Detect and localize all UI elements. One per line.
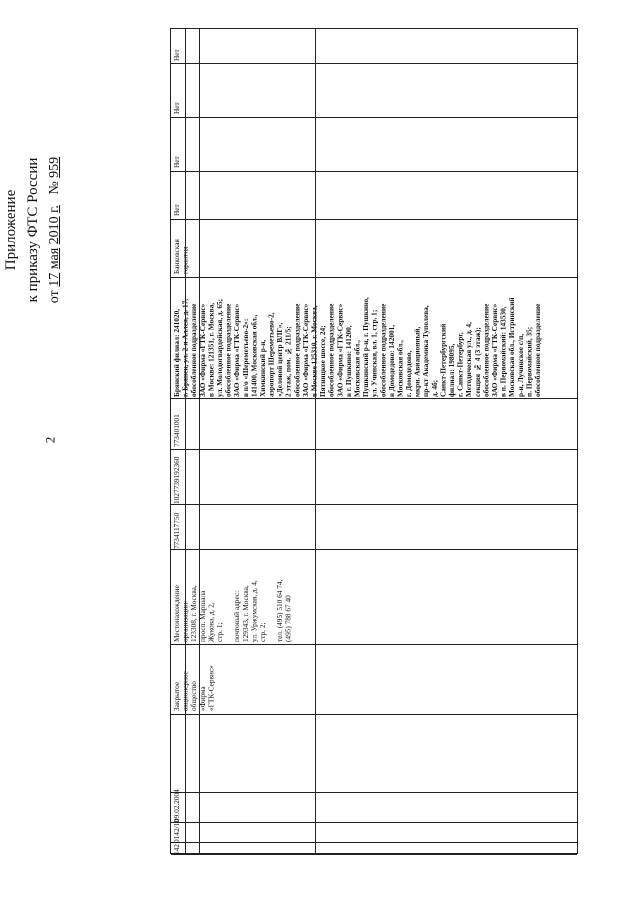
row-line-3 bbox=[315, 29, 316, 853]
cell-reg-number: 0142/10 bbox=[172, 819, 181, 843]
col-gdzh-a bbox=[171, 172, 577, 220]
cell-col-b: Нет bbox=[172, 156, 181, 168]
col-address bbox=[171, 550, 577, 645]
cell-date: 09.02.2004 bbox=[172, 789, 181, 822]
order-year-suffix: г. bbox=[47, 205, 62, 213]
col-index bbox=[171, 843, 577, 855]
order-day: 17 bbox=[47, 272, 62, 287]
order-no-label: № bbox=[47, 181, 62, 195]
col-reg-number bbox=[171, 819, 577, 843]
cell-org-name: Закрытое акционерное общество «Фирма «ГТК-Сервис» bbox=[172, 665, 216, 711]
col-branches bbox=[171, 278, 577, 399]
order-no: 959 bbox=[47, 156, 62, 178]
col-kpp bbox=[171, 399, 577, 450]
cell-kpp: 773401001 bbox=[172, 414, 181, 447]
cell-guarantee: Банковская гарантия bbox=[172, 239, 190, 274]
col-gdzh-b bbox=[171, 118, 577, 172]
row-line-1 bbox=[185, 29, 186, 853]
order-header bbox=[0, 20, 160, 440]
cell-col-a: Нет bbox=[172, 204, 181, 216]
header-title: Приложение bbox=[3, 189, 19, 271]
cell-inn: 7734117750 bbox=[172, 512, 181, 549]
registry-table bbox=[170, 28, 578, 854]
cell-col-c: Нет bbox=[172, 102, 181, 114]
col-date bbox=[171, 789, 577, 823]
cell-ogrn: 1027739192360 bbox=[172, 456, 181, 504]
cell-branches: Брянский филиал: 241020, г. Брянск, ул. 2-я Аллея, д. 17, обособленное подразделение ЗАО «Фирма «ГТК-Сервис» в Москве: 121351, г. Москва, ул. Молодогвардейская, д. 65; обособленное подразделение ЗАО «Фирма «ГТК-Сервис» в п/о «Шереметьево-2»: 141400, Московская обл., Химкинский р-н, аэропорт Шереметьево-2, «Деловой центр ВЛГ», 2 этаж, пом. № 211/5; обособленное подразделение ЗАО «Фирма «ГТК-Сервис» в Москве 125310, г. Москва, Пятницкое шоссе, 24; обособленное подразделение ЗАО «Фирма «ГТК-Сервис» в г. Пушкино: 141200, Московская обл., Пушкинский р-н, г. Пушкино, ул. Учинская, вл. 1, стр. 1; обособленное подразделение в Домодедово: 142001, Московская обл., г. Домодедово, мкрн. Авиационный, пр-кт Академика Туполева, д. 4б; Санкт-Петербургский филиал: 198095, г. Санкт-Петербург, Методическая ул., д. 4, секция № 4 (3 этаж); обособленное подразделение ЗАО «Фирма «ГТК-Сервис» в п. Первомайский: 143530, Московская обл., Истринский р-н, Лучинское с/п, п. Первомайский, 35; обособленное подразделение bbox=[172, 297, 542, 397]
header-order-line bbox=[44, 20, 66, 440]
page-number: 2 bbox=[42, 436, 58, 444]
header-subtitle: к приказу ФТС России bbox=[25, 157, 41, 303]
cell-index: 142 bbox=[172, 844, 181, 855]
order-month: мая bbox=[47, 247, 62, 270]
col-ogrn bbox=[171, 450, 577, 505]
order-year: 2010 bbox=[47, 216, 62, 245]
order-prefix: от bbox=[47, 290, 62, 304]
cell-col-d: Нет bbox=[172, 49, 181, 61]
col-inn bbox=[171, 505, 577, 550]
col-guarantee bbox=[171, 220, 577, 278]
col-gdzh-c bbox=[171, 64, 577, 118]
col-org-name bbox=[171, 645, 577, 715]
col-gdzh-d bbox=[171, 29, 577, 64]
col-empty bbox=[171, 715, 577, 793]
cell-address: Местонахождение организации: 123308, г. Москва, просп. Маршала Жукова, д. 2, стр. 1; почтовый адрес: 129343, г. Москва, ул. Уржумская, д. 4, стр. 2; тел. (495) 510 64 74, (495) 788 67 40 bbox=[172, 579, 293, 642]
row-line-2 bbox=[199, 29, 200, 853]
